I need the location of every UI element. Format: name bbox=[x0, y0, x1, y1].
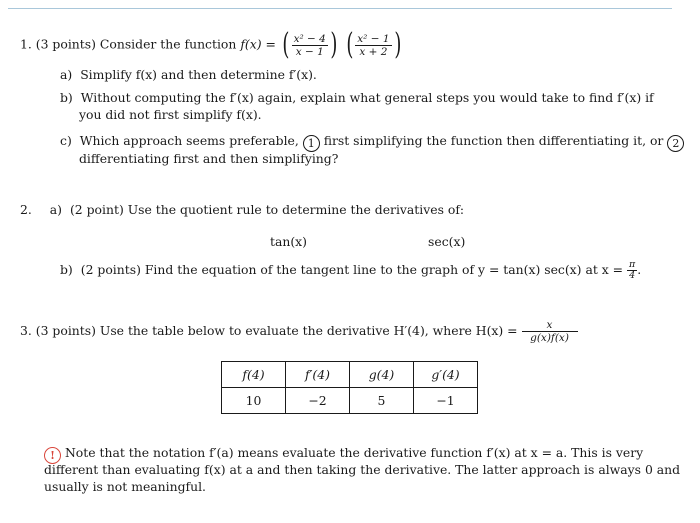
q3-frac-numerator: x bbox=[546, 319, 553, 331]
q1-frac2-numerator: x² − 1 bbox=[357, 32, 390, 45]
q1-points: (3 points) bbox=[35, 36, 96, 52]
q2-b-end: . bbox=[637, 262, 642, 277]
warning-icon: ! bbox=[44, 447, 61, 464]
q2-function-tan: tan(x) bbox=[270, 234, 308, 249]
right-paren: ) bbox=[330, 27, 338, 62]
q1-frac2-denominator: x + 2 bbox=[355, 45, 391, 58]
right-paren: ) bbox=[393, 27, 401, 62]
option-1-circle-icon: 1 bbox=[303, 135, 320, 152]
table-value-cell: −1 bbox=[414, 388, 478, 414]
values-table bbox=[221, 361, 478, 414]
table-header-cell: g(4) bbox=[350, 362, 414, 388]
q1-a-label: a) bbox=[60, 67, 73, 82]
question-1-header bbox=[20, 27, 403, 62]
table-header-row bbox=[222, 362, 478, 388]
q1-function-lhs: f(x) = bbox=[240, 36, 276, 52]
table-value-cell: 5 bbox=[350, 388, 414, 414]
q1-c-mid: first simplifying the function then differentiating it, or bbox=[323, 133, 664, 148]
q3-fraction bbox=[522, 319, 578, 344]
note-text-line1: Note that the notation f′(a) means evaluate the derivative function f′(x) at x = a. This is very bbox=[64, 445, 644, 460]
option-2-circle-icon: 2 bbox=[667, 135, 684, 152]
question-2-part-a bbox=[20, 201, 464, 218]
q1-part-a bbox=[60, 66, 317, 83]
q1-frac1-denominator: x − 1 bbox=[292, 45, 328, 58]
q2-number: 2. bbox=[20, 202, 32, 217]
q2-function-sec: sec(x) bbox=[428, 234, 466, 249]
question-3-header bbox=[20, 319, 578, 344]
q1-c-pre: Which approach seems preferable, bbox=[79, 133, 299, 148]
q1-b-label: b) bbox=[60, 90, 73, 105]
q2-frac-denominator: 4 bbox=[627, 270, 637, 281]
q1-fraction-1 bbox=[292, 33, 328, 58]
q1-number: 1. bbox=[20, 36, 32, 52]
left-paren: ( bbox=[282, 27, 290, 62]
q2-fraction-pi-over-4 bbox=[627, 260, 637, 281]
q1-a-text: Simplify f(x) and then determine f′(x). bbox=[80, 67, 317, 82]
table-value-row bbox=[222, 388, 478, 414]
q2-b-label: b) bbox=[60, 262, 73, 277]
table-value-cell: −2 bbox=[286, 388, 350, 414]
q2-part-b bbox=[60, 260, 641, 281]
q3-text: (3 points) Use the table below to evaluate the derivative H′(4), where H(x) = bbox=[35, 323, 518, 338]
q2-b-text: (2 points) Find the equation of the tangent line to the graph of y = tan(x) sec(x) at x = bbox=[80, 262, 624, 277]
note-text-line2: different than evaluating f(x) at a and then taking the derivative. The latter approach is always 0 and bbox=[44, 462, 681, 477]
top-divider bbox=[8, 8, 672, 9]
table-header-cell: g′(4) bbox=[414, 362, 478, 388]
q1-frac1-numerator: x² − 4 bbox=[293, 32, 326, 45]
q1-b-line1: Without computing the f′(x) again, explain what general steps you would take to find f′(x) if bbox=[80, 90, 654, 105]
q1-part-c bbox=[60, 132, 684, 152]
q1-c-line2: differentiating first and then simplifying? bbox=[79, 151, 339, 166]
q1-c-label: c) bbox=[60, 133, 72, 148]
q3-frac-denominator: g(x)f(x) bbox=[522, 331, 578, 344]
table-header-cell: f(4) bbox=[222, 362, 286, 388]
q2-frac-numerator: π bbox=[629, 259, 636, 270]
note-text-line3: usually is not meaningful. bbox=[44, 479, 206, 494]
q2-a-text: (2 point) Use the quotient rule to determine the derivatives of: bbox=[69, 202, 465, 217]
q1-intro: Consider the function bbox=[99, 36, 237, 52]
left-paren: ( bbox=[345, 27, 353, 62]
q1-part-b bbox=[60, 89, 654, 106]
table-value-cell: 10 bbox=[222, 388, 286, 414]
q1-fraction-2 bbox=[355, 33, 391, 58]
q1-b-line2: you did not first simplify f(x). bbox=[79, 107, 262, 122]
q2-a-label: a) bbox=[49, 202, 63, 217]
q3-number: 3. bbox=[20, 323, 32, 338]
table-header-cell: f′(4) bbox=[286, 362, 350, 388]
